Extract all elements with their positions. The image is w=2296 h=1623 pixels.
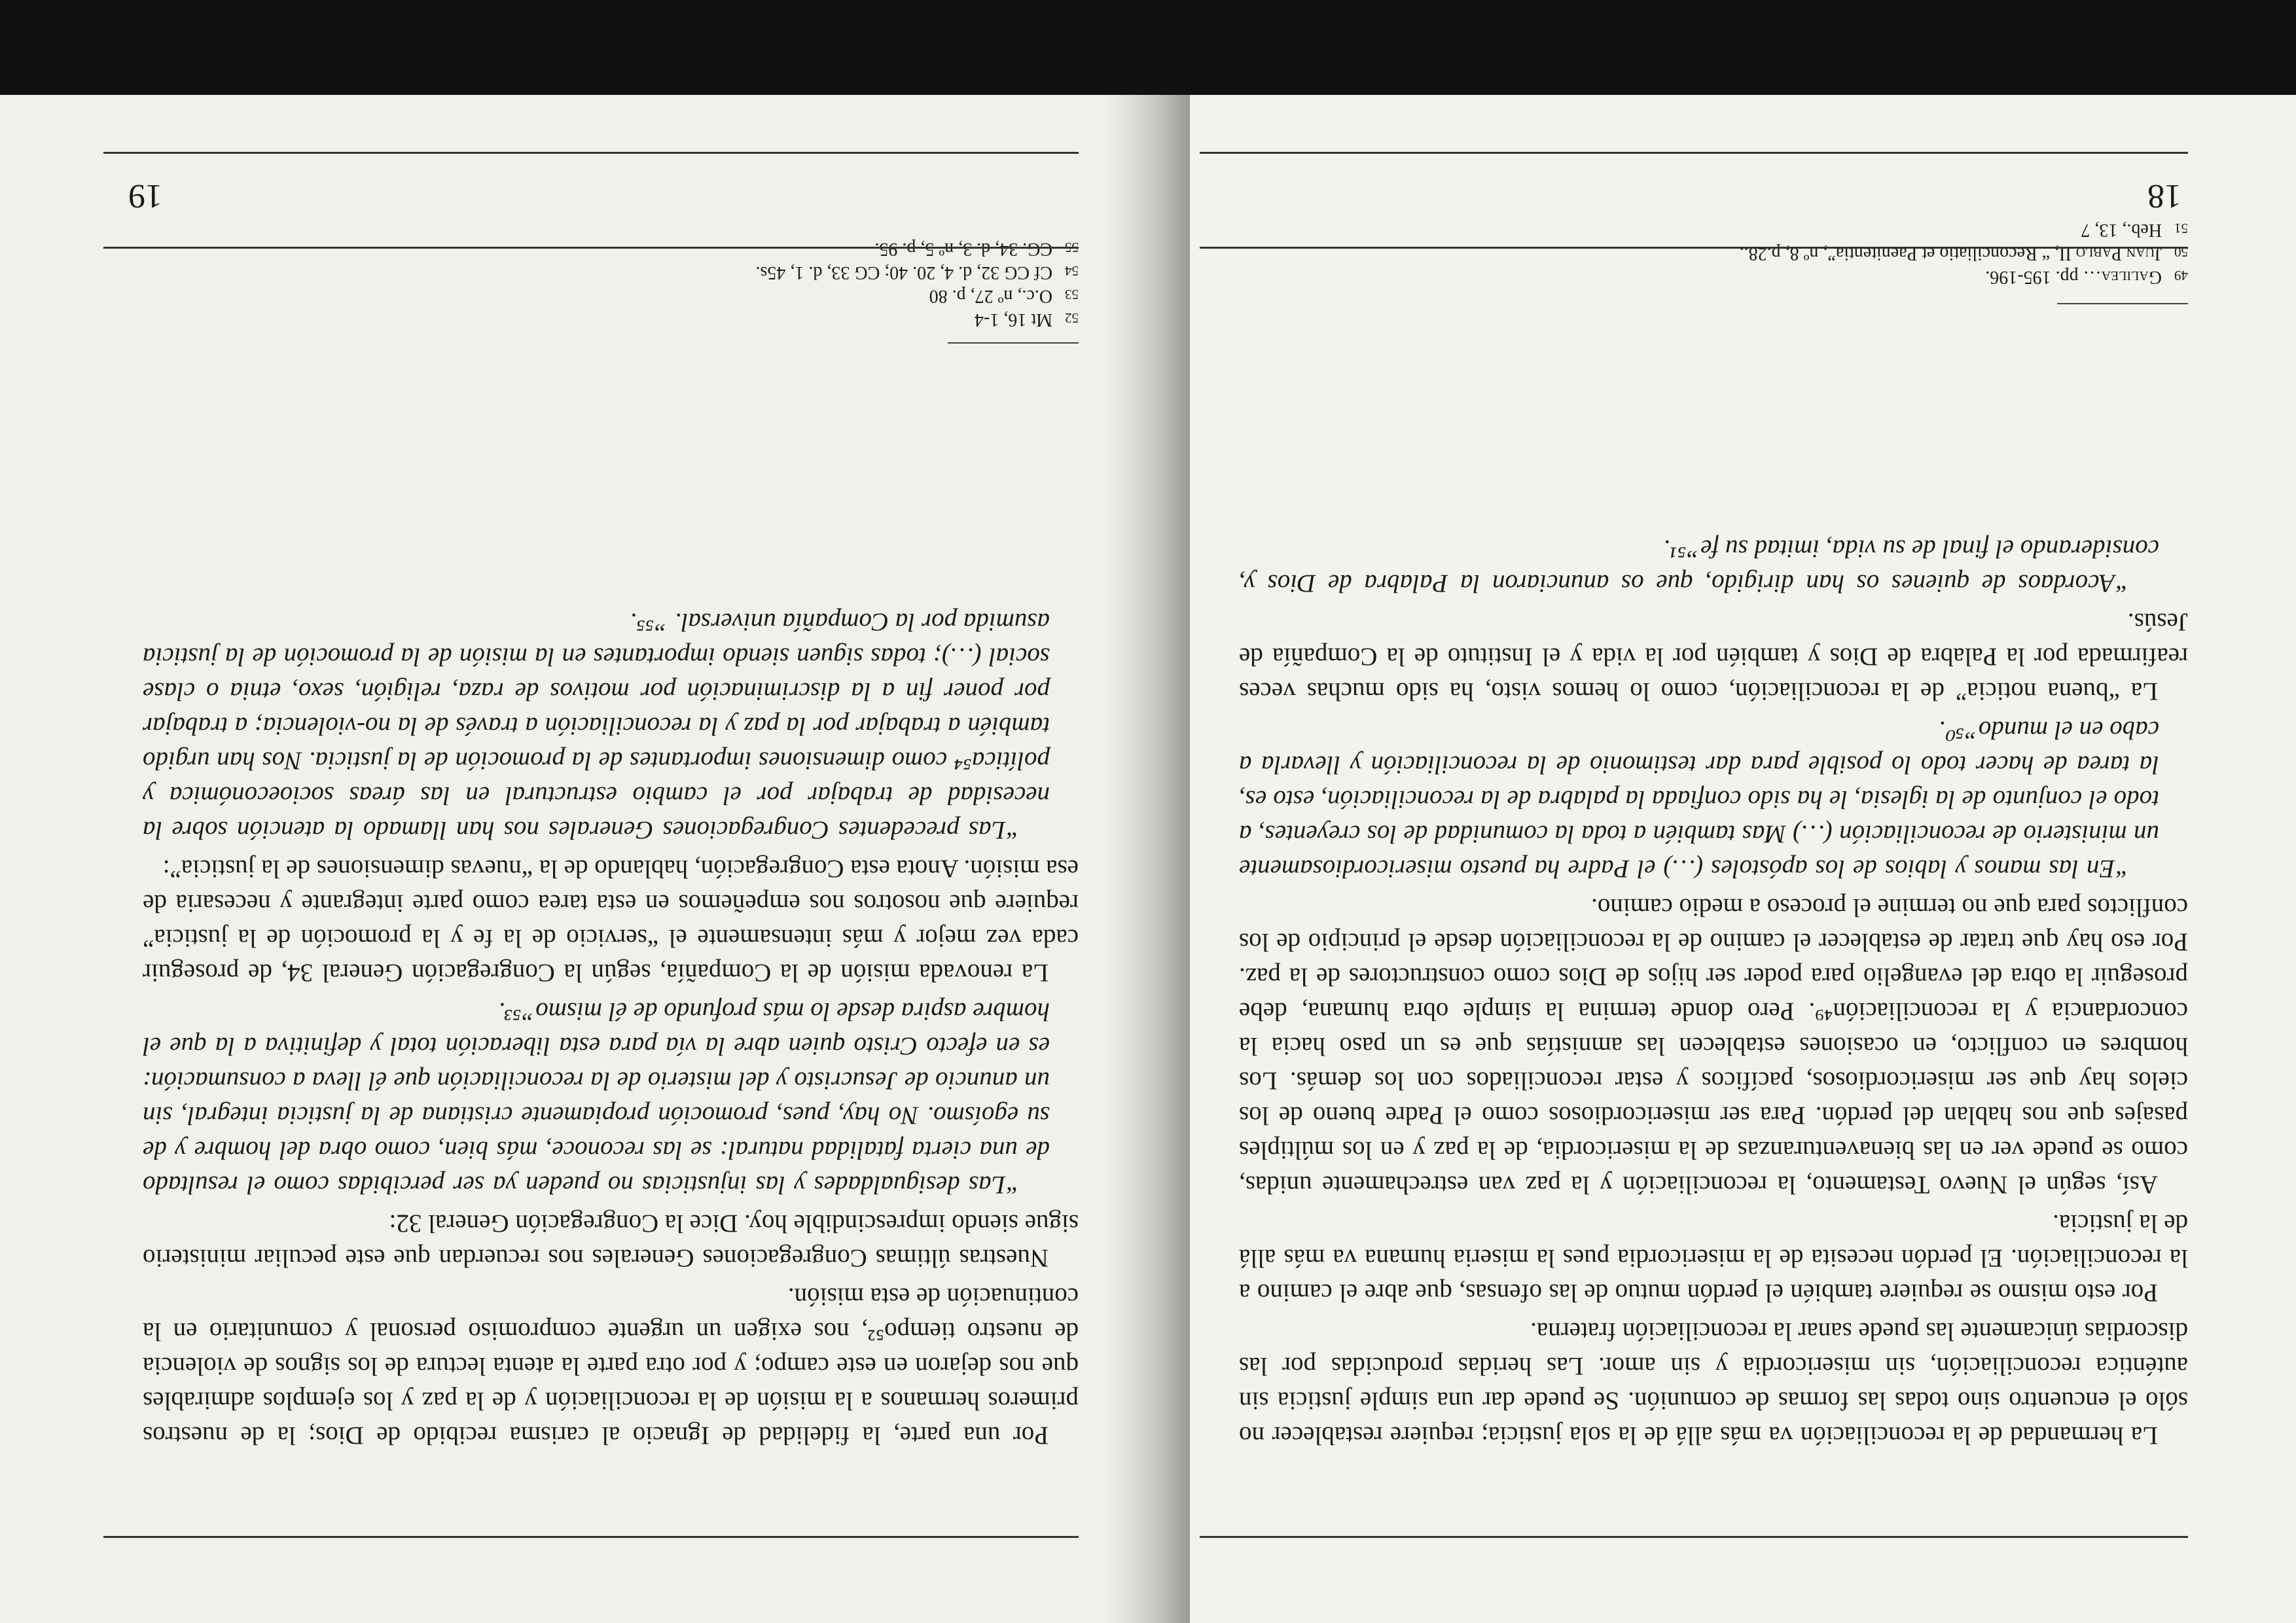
footnote-text: … pp. 195-196. [1985,267,2102,287]
page-18-footnotes [1272,217,2188,288]
header-rule [1200,1536,2188,1538]
footnote-text: O.c., nº 27, p. 80 [929,286,1052,306]
footer-rule-bottom [103,152,1079,154]
paragraph: Por esto mismo se requiere también el perdón mutuo de las ofensas, que abre el camino a la reconciliación. El perdón necesita de la misericordia pues la miseria humana va más allá de la justicia. [1239,1209,2188,1307]
page-19 [0,95,1105,1623]
book-gutter [1105,95,1190,1623]
paragraph: Por una parte, la fidelidad de Ignacio al carisma recibido de Dios; la de nuestros primeros hermanos a la misión de la reconciliación y de la paz y los ejemplos admirables que nos dejaron en este campo; y por otra parte la atenta lectura de los signos de violencia de nuestro tiempo⁵², nos exigen un urgente compromiso personal y comunitario en la continuación de esta misión. [143,1283,1079,1450]
footnote-number: 53 [1065,287,1079,302]
block-quote: “Las precedentes Congregaciones Generales nos han llamado la atención sobre la necesidad de trabajar por el cambio estructural en las áreas socioeconómica y política⁵⁴ como dimensiones importantes de la promoción de la justicia. Nos han urgido también a trabajar por la paz y la reconciliación a través de la no-violencia; a trabajar por poner fin a la discriminación por motivos de raza, religión, sexo, etnia o clase social (…); todas siguen siendo importantes en la misión de la promoción de la justicia asumida por la Compañía universal. ”⁵⁵. [143,608,1050,844]
footnote [1272,217,2188,241]
footer-rule-bottom [1200,152,2188,154]
block-quote: “En las manos y labios de los apóstoles (…) el Padre ha puesto misericordiosamente un ministerio de reconciliación (…) Mas también a toda la comunidad de los creyentes, a todo el conjunto de la iglesia, le ha sido confiada la palabra de la reconciliación, esto es, la tarea de hacer todo lo posible para dar testimonio de la reconciliación y llevarla a cabo en el mundo”⁵⁰. [1239,716,2159,883]
page-19-body [143,605,1079,1453]
page-number: 19 [128,177,162,215]
footnote-text: Heb., 13, 7 [2081,220,2162,240]
paragraph: La “buena noticia” de la reconciliación, como lo hemos visto, ha sido muchas veces reafirmada por la Palabra de Dios y también por la vida y el Instituto de la Compañía de Jesús. [1239,608,2188,705]
footnote-text: , “ Reconciliatio et Paenitentia”, nº 8, p.28.. [1739,243,2060,264]
footnote [162,260,1079,283]
footer-rule-top [103,247,1079,249]
footnote-number: 49 [2174,268,2188,283]
page-19-footnotes [162,236,1079,330]
footnote-number: 55 [1065,240,1079,255]
footnote-rule [2057,303,2188,304]
footnote-number: 54 [1065,263,1079,279]
paragraph: Así, según el Nuevo Testamento, la reconciliación y la paz van estrechamente unidas, como se puede ver en las bienaventuranzas de la misericordia, de la paz y en los múltiples pasajes que nos hablan del perdón. Para ser misericordiosos como el Padre bueno de los cielos hay que ser misericordiosos, pacíficos y estar reconciliados con los demás. Los hombres en conflicto, en ocasiones establecen las amnistías que es un paso hacia la concordancia y la reconciliación⁴⁹. Pero donde termina la simple obra humana, debe proseguir la obra del evangelio para poder ser hijos de Dios como constructores de la paz. Por eso hay que tratar de establecer el camino de la reconciliación desde el principio de los conflictos para que no termine el proceso a medio camino. [1239,893,2188,1199]
footer-rule-top [1200,247,2188,249]
footnote-text: Mt 16, 1-4 [975,310,1052,330]
block-quote: “Las desigualdades y las injusticias no pueden ya ser percibidas como el resultado de una cierta fatalidad natural: se las reconoce, más bien, como obra del hombre y de su egoísmo. No hay, pues, promoción propiamente cristiana de la justicia integral, sin un anuncio de Jesucristo y del misterio de la reconciliación que él lleva a consumación: es en efecto Cristo quien abre la vía para esta liberación total y definitiva a la que el hombre aspira desde lo más profundo de él mismo”⁵³. [143,997,1050,1199]
page-18-body [1239,531,2188,1453]
header-rule [103,1536,1079,1538]
paragraph: La hermandad de la reconciliación va más allá de la sola justicia; requiere restablecer no sólo el encuentro sino todas las formas de comunión. Se puede dar una simple justicia sin auténtica reconciliación, sin misericordia y sin amor. Las heridas producidas por las discordias únicamente las puede sanar la reconciliación fraterna. [1239,1317,2188,1450]
footnote-number: 50 [2174,244,2188,260]
footnote [1272,241,2188,264]
footnote [1272,264,2188,288]
block-quote: “Acordaos de quienes os han dirigido, que os anunciaron la Palabra de Dios y, considerando el final de su vida, imitad su fe”⁵¹. [1239,535,2159,597]
page-18 [1190,95,2296,1623]
paragraph: La renovada misión de la Compañía, según la Congregación General 34, de proseguir cada vez mejor y más intensamente el “servicio de la fe y la promoción de la justicia” requiere que nosotros nos empeñemos en esta tarea como parte integrante y necesaria de esa misión. Anota esta Congregación, hablando de la “nuevas dimensiones de la justicia”: [143,855,1079,987]
footnote-text: CG. 34, d. 3, nº 5, p. 95. [874,239,1052,259]
footnote-author: Galilea [2101,267,2162,287]
footnote [162,283,1079,307]
footnote-rule [948,342,1079,344]
footnote-number: 52 [1065,310,1079,326]
footnote-number: 51 [2174,221,2188,236]
paragraph: Nuestras últimas Congregaciones Generales nos recuerdan que este peculiar ministerio sigue siendo imprescindible hoy. Dice la Congregación General 32: [143,1209,1079,1272]
footnote-text: Cf CG 32, d. 4, 20. 40; CG 33, d. 1, 45s. [755,262,1052,283]
footnote [162,307,1079,330]
footnote-author: Juan Pablo II [2059,243,2162,264]
page-number: 18 [2147,177,2181,215]
